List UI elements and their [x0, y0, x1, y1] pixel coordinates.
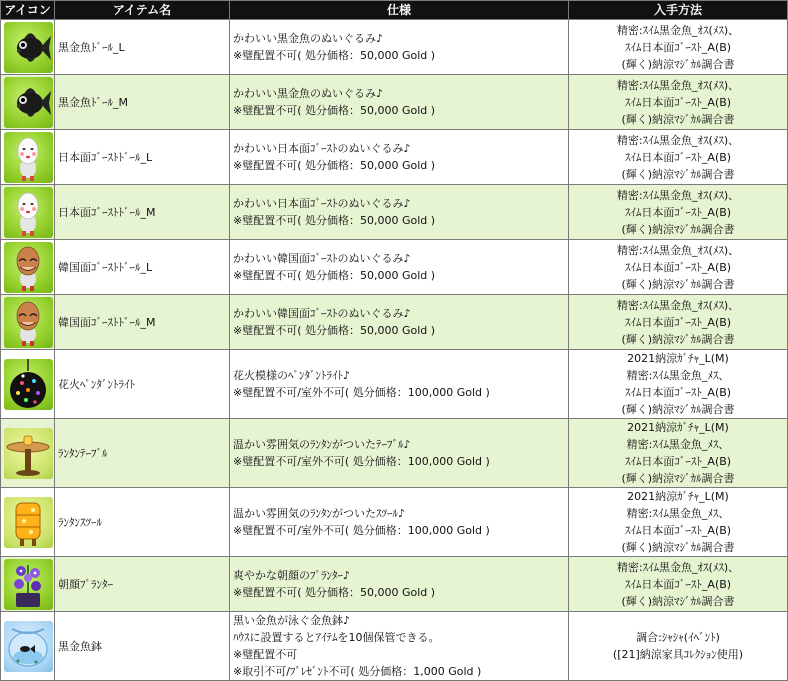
item-acquisition: [569, 20, 788, 75]
spec-line: ※璧配置不可( 処分価格：50,000 Gold ): [233, 586, 436, 599]
item-acquisition: [569, 419, 788, 488]
acquisition-line: (輝く)納涼ﾏｼﾞｶﾙ調合書: [621, 112, 735, 126]
black-goldfish-doll-icon: [4, 77, 53, 128]
lantern-table-icon: [4, 428, 53, 479]
black-goldfish-bowl-icon: [4, 621, 53, 672]
acquisition-line: (輝く)納涼ﾏｼﾞｶﾙ調合書: [621, 594, 735, 608]
item-name: 韓国面ｺﾞｰｽﾄﾄﾞｰﾙ_L: [55, 240, 230, 295]
item-acquisition: [569, 488, 788, 557]
item-spec: [230, 419, 569, 488]
acquisition-line: 精密:ｽｲﾑ黒金魚_ｵｽ(ﾒｽ)、: [616, 243, 740, 257]
item-acquisition: [569, 295, 788, 350]
item-name: 黒金魚ﾄﾞｰﾙ_L: [55, 20, 230, 75]
header-name: アイテム名: [55, 1, 230, 20]
item-acquisition: [569, 130, 788, 185]
spec-line: ※璧配置不可( 処分価格：50,000 Gold ): [233, 324, 436, 337]
spec-line: ※璧配置不可/室外不可( 処分価格：100,000 Gold ): [233, 386, 490, 399]
item-spec: [230, 295, 569, 350]
item-name: 黒金魚ﾄﾞｰﾙ_M: [55, 75, 230, 130]
firework-pendant-light-icon: [4, 359, 53, 410]
item-name: ﾗﾝﾀﾝｽﾂｰﾙ: [55, 488, 230, 557]
spec-line: ※璧配置不可( 処分価格：50,000 Gold ): [233, 104, 436, 117]
japanese-mask-ghost-doll-icon: [4, 132, 53, 183]
item-name: 日本面ｺﾞｰｽﾄﾄﾞｰﾙ_L: [55, 130, 230, 185]
korean-mask-ghost-doll-icon: [4, 242, 53, 293]
spec-line: かわいい韓国面ｺﾞｰｽﾄのぬいぐるみ♪: [233, 252, 411, 265]
acquisition-line: (輝く)納涼ﾏｼﾞｶﾙ調合書: [621, 277, 735, 291]
spec-line: 花火模様のﾍﾟﾝﾀﾞﾝﾄﾗｲﾄ♪: [233, 369, 351, 382]
acquisition-line: ｽｲﾑ日本面ｺﾞｰｽﾄ_A(B): [624, 524, 732, 537]
spec-line: ※璧配置不可( 処分価格：50,000 Gold ): [233, 214, 436, 227]
acquisition-line: 調合:ｼｬｼｬ(ｲﾍﾞﾝﾄ): [636, 631, 720, 644]
icon-cell: [1, 419, 55, 488]
acquisition-line: 2021納涼ｶﾞﾁｬ_L(M): [627, 490, 729, 503]
spec-line: ※璧配置不可/室外不可( 処分価格：100,000 Gold ): [233, 455, 490, 468]
item-name: 韓国面ｺﾞｰｽﾄﾄﾞｰﾙ_M: [55, 295, 230, 350]
spec-line: かわいい日本面ｺﾞｰｽﾄのぬいぐるみ♪: [233, 197, 411, 210]
table-row: [1, 295, 788, 350]
acquisition-line: 精密:ｽｲﾑ黒金魚_ｵｽ(ﾒｽ)、: [616, 23, 740, 37]
acquisition-line: (輝く)納涼ﾏｼﾞｶﾙ調合書: [621, 403, 735, 416]
spec-line: かわいい日本面ｺﾞｰｽﾄのぬいぐるみ♪: [233, 142, 411, 155]
acquisition-line: ｽｲﾑ日本面ｺﾞｰｽﾄ_A(B): [624, 315, 732, 329]
acquisition-line: (輝く)納涼ﾏｼﾞｶﾙ調合書: [621, 222, 735, 236]
spec-line: ※取引不可/ﾌﾟﾚｾﾞﾝﾄ不可( 処分価格：1,000 Gold ): [233, 665, 482, 678]
acquisition-line: (輝く)納涼ﾏｼﾞｶﾙ調合書: [621, 332, 735, 346]
spec-line: 温かい雰囲気のﾗﾝﾀﾝがついたｽﾂｰﾙ♪: [233, 507, 406, 520]
table-row: [1, 20, 788, 75]
icon-cell: [1, 557, 55, 612]
spec-line: 爽やかな朝顔のﾌﾟﾗﾝﾀｰ♪: [233, 569, 351, 582]
spec-line: かわいい韓国面ｺﾞｰｽﾄのぬいぐるみ♪: [233, 307, 411, 320]
spec-line: ※璧配置不可: [233, 648, 298, 661]
spec-line: ﾊｳｽに設置するとｱｲﾃﾑを10個保管できる。: [233, 631, 440, 644]
icon-cell: [1, 350, 55, 419]
acquisition-line: ｽｲﾑ日本面ｺﾞｰｽﾄ_A(B): [624, 95, 732, 109]
item-rows: [1, 20, 788, 681]
acquisition-line: ｽｲﾑ日本面ｺﾞｰｽﾄ_A(B): [624, 260, 732, 274]
item-acquisition: [569, 75, 788, 130]
acquisition-line: 2021納涼ｶﾞﾁｬ_L(M): [627, 421, 729, 434]
icon-cell: [1, 130, 55, 185]
item-spec: [230, 350, 569, 419]
icon-cell: [1, 240, 55, 295]
acquisition-line: 精密:ｽｲﾑ黒金魚_ｵｽ(ﾒｽ)、: [616, 133, 740, 147]
header-row: [1, 1, 788, 20]
acquisition-line: (輝く)納涼ﾏｼﾞｶﾙ調合書: [621, 541, 735, 554]
acquisition-line: 精密:ｽｲﾑ黒金魚_ﾒｽ、: [626, 507, 730, 520]
table-row: [1, 75, 788, 130]
spec-line: かわいい黒金魚のぬいぐるみ♪: [233, 32, 384, 45]
acquisition-line: 精密:ｽｲﾑ黒金魚_ｵｽ(ﾒｽ)、: [616, 298, 740, 312]
lantern-stool-icon: [4, 497, 53, 548]
acquisition-line: 精密:ｽｲﾑ黒金魚_ｵｽ(ﾒｽ)、: [616, 188, 740, 202]
table-row: [1, 185, 788, 240]
item-spec: [230, 75, 569, 130]
item-name: 黒金魚鉢: [55, 612, 230, 681]
spec-line: かわいい黒金魚のぬいぐるみ♪: [233, 87, 384, 100]
header-spec: 仕様: [230, 1, 569, 20]
table-row: [1, 612, 788, 681]
acquisition-line: (輝く)納涼ﾏｼﾞｶﾙ調合書: [621, 167, 735, 181]
acquisition-line: 精密:ｽｲﾑ黒金魚_ﾒｽ、: [626, 438, 730, 451]
item-acquisition: [569, 612, 788, 681]
morning-glory-planter-icon: [4, 559, 53, 610]
item-name: 日本面ｺﾞｰｽﾄﾄﾞｰﾙ_M: [55, 185, 230, 240]
table-row: [1, 419, 788, 488]
acquisition-line: 精密:ｽｲﾑ黒金魚_ｵｽ(ﾒｽ)、: [616, 560, 740, 574]
table-row: [1, 488, 788, 557]
acquisition-line: (輝く)納涼ﾏｼﾞｶﾙ調合書: [621, 472, 735, 485]
item-spec: [230, 612, 569, 681]
item-acquisition: [569, 557, 788, 612]
icon-cell: [1, 75, 55, 130]
item-acquisition: [569, 240, 788, 295]
table-row: [1, 130, 788, 185]
header-icon: アイコン: [1, 1, 55, 20]
japanese-mask-ghost-doll-icon: [4, 187, 53, 238]
item-spec: [230, 130, 569, 185]
icon-cell: [1, 295, 55, 350]
acquisition-line: 精密:ｽｲﾑ黒金魚_ｵｽ(ﾒｽ)、: [616, 78, 740, 92]
item-spec: [230, 185, 569, 240]
acquisition-line: ｽｲﾑ日本面ｺﾞｰｽﾄ_A(B): [624, 150, 732, 164]
spec-line: ※璧配置不可( 処分価格：50,000 Gold ): [233, 269, 436, 282]
table-row: [1, 240, 788, 295]
black-goldfish-doll-icon: [4, 22, 53, 73]
spec-line: ※璧配置不可( 処分価格：50,000 Gold ): [233, 159, 436, 172]
item-name: 花火ﾍﾟﾝﾀﾞﾝﾄﾗｲﾄ: [55, 350, 230, 419]
icon-cell: [1, 488, 55, 557]
item-spec: [230, 240, 569, 295]
table-row: [1, 350, 788, 419]
acquisition-line: ｽｲﾑ日本面ｺﾞｰｽﾄ_A(B): [624, 455, 732, 468]
spec-line: 温かい雰囲気のﾗﾝﾀﾝがついたﾃｰﾌﾞﾙ♪: [233, 438, 411, 451]
item-name: 朝顔ﾌﾟﾗﾝﾀｰ: [55, 557, 230, 612]
acquisition-line: ｽｲﾑ日本面ｺﾞｰｽﾄ_A(B): [624, 40, 732, 54]
icon-cell: [1, 185, 55, 240]
acquisition-line: ｽｲﾑ日本面ｺﾞｰｽﾄ_A(B): [624, 577, 732, 591]
header-method: 入手方法: [569, 1, 788, 20]
acquisition-line: 2021納涼ｶﾞﾁｬ_L(M): [627, 352, 729, 365]
spec-line: ※璧配置不可( 処分価格：50,000 Gold ): [233, 49, 436, 62]
item-acquisition: [569, 350, 788, 419]
acquisition-line: ([21]納涼家具ｺﾚｸｼｮﾝ使用): [612, 648, 744, 661]
icon-cell: [1, 20, 55, 75]
acquisition-line: ｽｲﾑ日本面ｺﾞｰｽﾄ_A(B): [624, 205, 732, 219]
item-name: ﾗﾝﾀﾝﾃｰﾌﾞﾙ: [55, 419, 230, 488]
acquisition-line: ｽｲﾑ日本面ｺﾞｰｽﾄ_A(B): [624, 386, 732, 399]
item-spec: [230, 488, 569, 557]
item-spec: [230, 20, 569, 75]
spec-line: 黒い金魚が泳ぐ金魚鉢♪: [233, 614, 351, 627]
item-spec: [230, 557, 569, 612]
item-acquisition: [569, 185, 788, 240]
table-row: [1, 557, 788, 612]
spec-line: ※璧配置不可/室外不可( 処分価格：100,000 Gold ): [233, 524, 490, 537]
icon-cell: [1, 612, 55, 681]
korean-mask-ghost-doll-icon: [4, 297, 53, 348]
acquisition-line: (輝く)納涼ﾏｼﾞｶﾙ調合書: [621, 57, 735, 71]
acquisition-line: 精密:ｽｲﾑ黒金魚_ﾒｽ、: [626, 369, 730, 382]
